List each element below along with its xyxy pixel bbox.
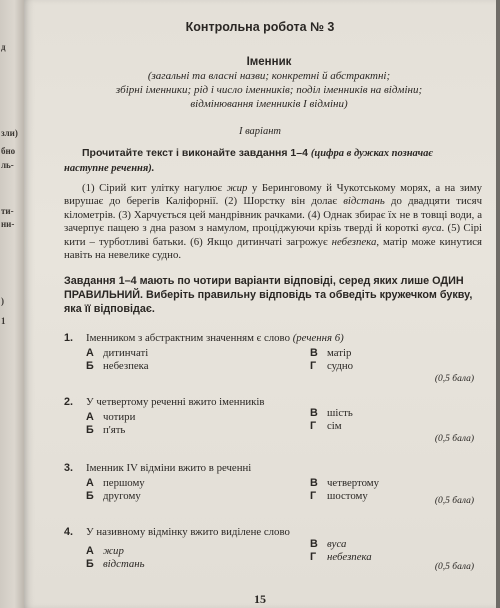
option-letter: Г (310, 490, 317, 502)
option-letter: Б (86, 558, 94, 570)
instruction-main: Прочитайте текст і виконайте завдання 1–4 (82, 147, 308, 159)
margin-fragment: бно (1, 146, 16, 156)
option-letter: Г (310, 360, 317, 372)
option-letter: В (310, 407, 318, 419)
topic-block (64, 55, 474, 111)
margin-fragment: ) (1, 296, 4, 306)
option-g[interactable] (310, 490, 368, 502)
option-text: першому (103, 477, 145, 489)
option-text: другому (103, 490, 141, 502)
instruction-note: (цифра в дужках позначає наступне речення). (64, 148, 433, 174)
option-b[interactable] (86, 490, 141, 502)
option-text: дитинчаті (103, 347, 149, 359)
option-letter: В (310, 477, 318, 489)
question-1 (64, 332, 484, 392)
question-number: 4. (64, 526, 74, 538)
option-b[interactable] (86, 558, 145, 570)
option-letter: А (86, 477, 94, 489)
question-number: 2. (64, 396, 74, 408)
text-part: (1) Сірий кит улітку нагулює (82, 182, 227, 194)
margin-fragment: д (1, 42, 6, 52)
option-a[interactable] (86, 477, 145, 489)
option-letter: В (310, 538, 318, 550)
workbook-page (24, 0, 496, 608)
score-label: (0,5 бала) (434, 434, 474, 444)
option-text: шість (327, 407, 353, 419)
option-letter: Б (86, 360, 94, 372)
tasks-instruction: Завдання 1–4 мають по чотири варіанти відповіді, серед яких лише ОДИН ПРАВИЛЬНИЙ. Виберіть правильну відповідь та обведіть кружечком букву, яка її відповідає. (64, 275, 473, 315)
question-text-main: У четвертому реченні вжито іменників (86, 396, 265, 408)
text-part: . (5) Сірі кити – турботливі батьки. (6) Якщо дитинчаті загрожує (64, 222, 482, 248)
option-letter: А (86, 545, 94, 557)
score-label: (0,5 бала) (434, 374, 474, 384)
highlighted-word: вуса (422, 222, 442, 235)
option-text: четвертому (327, 477, 380, 489)
reading-text (64, 182, 482, 262)
question-text-note: (речення 6) (292, 332, 344, 344)
margin-fragment: ти- (1, 206, 14, 216)
question-number: 3. (64, 462, 74, 474)
option-text: шостому (327, 490, 368, 502)
option-a[interactable] (86, 545, 124, 557)
option-letter: Г (310, 420, 317, 432)
question-2 (64, 396, 484, 456)
score-label: (0,5 бала) (434, 562, 474, 572)
text-part: , матір може кинутися навіть на невелике судно. (64, 235, 482, 262)
option-text: сім (327, 420, 342, 432)
option-letter: А (86, 347, 94, 359)
option-letter: Б (86, 490, 94, 502)
page-number: 15 (254, 592, 266, 606)
question-3 (64, 462, 484, 522)
option-text: небезпека (327, 551, 372, 563)
question-text (86, 332, 344, 344)
option-b[interactable] (86, 424, 125, 436)
option-a[interactable] (86, 411, 135, 423)
option-a[interactable] (86, 347, 148, 359)
topic-line: збірні іменники; рід і число іменників; поділ іменників на відміни; (115, 84, 423, 96)
margin-fragment: зли) (1, 128, 18, 138)
option-letter: В (310, 347, 318, 359)
option-text: відстань (103, 558, 145, 570)
option-g[interactable] (310, 420, 342, 432)
highlighted-word: небезпека (331, 235, 377, 248)
variant-label: І варіант (238, 126, 282, 137)
question-text (86, 396, 264, 408)
option-text: жир (103, 545, 124, 557)
option-v[interactable] (310, 477, 379, 489)
option-g[interactable] (310, 551, 372, 563)
option-letter: Б (86, 424, 94, 436)
left-page-edge (0, 0, 24, 608)
question-text (86, 462, 251, 474)
score-label: (0,5 бала) (434, 496, 474, 506)
question-text-main: Іменником з абстрактним значенням є слово (86, 332, 293, 344)
highlighted-word: жир (226, 182, 248, 194)
question-text (86, 526, 290, 538)
question-text-main: Іменник IV відміни вжито в реченні (86, 462, 252, 474)
margin-fragment: ль- (1, 160, 14, 170)
topic-line: (загальні та власні назви; конкретні й абстрактні; (147, 70, 391, 82)
option-letter: Г (310, 551, 317, 563)
text-part: у Беринговому й Чукотському морях, а на зиму вирушає до берегів Каліфорнії. (2) Шорстку він долає (64, 182, 483, 208)
option-letter: А (86, 411, 94, 423)
reading-instruction (64, 146, 479, 176)
topic-heading: Іменник (246, 56, 292, 68)
option-text: судно (327, 360, 354, 372)
option-text: чотири (103, 411, 136, 423)
option-text: небезпека (103, 360, 149, 372)
option-text: вуса (327, 538, 347, 550)
question-number: 1. (64, 332, 74, 344)
highlighted-word: відстань (343, 195, 385, 208)
margin-fragment: ни- (1, 219, 15, 229)
option-v[interactable] (310, 407, 353, 419)
page-title: Контрольна робота № 3 (185, 20, 335, 34)
option-g[interactable] (310, 360, 353, 372)
margin-fragment: 1 (1, 316, 6, 326)
topic-line: відмінювання іменників І відміни) (190, 98, 348, 110)
text-part: до двадцяти тисяч кілометрів. (3) Харчується цей мандрівник рачками. (4) Однак збирає їх не в товщі води, а зачерпує пащею з дна разом з намулом, проціджуючи крізь тверді й короткі (64, 195, 482, 235)
question-4 (64, 526, 484, 586)
option-v[interactable] (310, 538, 346, 550)
option-text: п'ять (103, 424, 126, 436)
question-text-main: У називному відмінку вжито виділене слово (86, 526, 290, 538)
option-b[interactable] (86, 360, 149, 372)
option-text: матір (327, 347, 352, 359)
option-v[interactable] (310, 347, 351, 359)
